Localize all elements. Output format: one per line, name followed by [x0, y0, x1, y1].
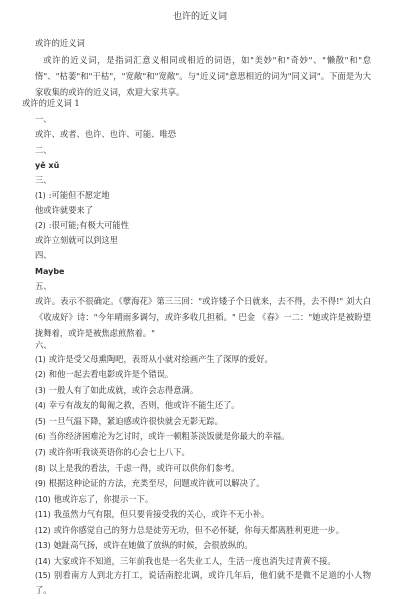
sentence-10	[35, 494, 153, 505]
definition-2-example: 或许立刻就可以到这里	[35, 235, 118, 245]
english-translation: Maybe	[35, 267, 65, 276]
sentence-12	[35, 525, 344, 536]
sentence-number: (6)	[35, 432, 46, 441]
sentence-number: (8)	[35, 464, 46, 473]
definition-1-example: 他或许就要来了	[35, 205, 94, 215]
section-1-label: 一、	[35, 114, 52, 124]
sentence-text: 根据这种论证的方法，充类至尽，问题或许就可以解决了。	[48, 478, 265, 488]
definition-1	[35, 190, 110, 201]
sentence-1	[35, 354, 273, 365]
sentence-text: 以上是我的看法，千虑一得，或许可以供你们参考。	[48, 463, 240, 473]
definition-1-number: (1)	[35, 191, 46, 200]
sentence-text: 大家或许不知道，三年前我也是一名失业工人，生活一度也消失过青黄不接。	[53, 556, 336, 566]
sentence-4	[35, 400, 240, 411]
sentence-14	[35, 556, 336, 567]
section-5-label: 五、	[35, 281, 52, 291]
sentence-number: (12)	[35, 526, 51, 535]
sentence-number: (2)	[35, 370, 46, 379]
sentence-number: (11)	[35, 510, 51, 519]
section-4-label: 四、	[35, 250, 52, 260]
sentence-number: (13)	[35, 541, 51, 550]
sentence-text: 和他一起去看电影或许是个错误。	[48, 369, 174, 379]
sentence-11	[35, 509, 269, 520]
sentence-2	[35, 369, 173, 380]
section-6-label: 六、	[35, 340, 52, 350]
sentence-text: 她趾高气扬，或许在她做了放纵的时候，会很放纵的。	[53, 540, 253, 550]
sentence-text: 别看南方人到北方打工，说话南腔北调，或许几年后，他们就不是微不足道的小人物了。	[35, 570, 371, 595]
definition-2-number: (2)	[35, 221, 46, 230]
sentence-15	[35, 568, 371, 598]
section-2-label: 二、	[35, 145, 52, 155]
definition-2-text: :很可能;有极大可能性	[48, 220, 130, 230]
sentence-6	[35, 431, 289, 442]
sentence-5	[35, 416, 223, 427]
pinyin-text: yě xǔ	[35, 161, 60, 170]
sentence-text: 当你经济困难沦为乞讨时，或许一顿粗茶淡饭就是你最大的幸福。	[48, 431, 290, 441]
sentence-13	[35, 540, 253, 551]
sentence-8	[35, 463, 240, 474]
sentence-text: 幸亏有战友的匐匍之救，否则，他或许不能生还了。	[48, 400, 240, 410]
definition-1-text: :可能但不愿定地	[48, 190, 110, 200]
heading: 或许的近义词	[35, 38, 85, 48]
page-title: 也许的近义词	[172, 12, 227, 22]
sentence-text: 或许你感觉自己的努力总是徒劳无功，但不必怀疑，你每天都离胜利更进一步。	[53, 525, 344, 535]
section-5-text: 或许。表示不很确定。《孽海花》第三三回："或许矮子个日就来，去不得，去不得!" 刘大白 《收成好》诗："今年晴雨多调匀，或许多收几担稻。" 巴金 《春》一二："她或许是被盼望拢舞着，或许是被焦虑煎熬着。"	[35, 296, 371, 338]
sentence-number: (1)	[35, 355, 46, 364]
sentence-7	[35, 447, 190, 458]
sentence-number: (9)	[35, 479, 46, 488]
sentence-text: 一般人有了如此成就，或许会志得意满。	[48, 385, 199, 395]
sentence-text: 或许是受父母熏陶吧，表哥从小就对绘画产生了深厚的爱好。	[48, 354, 273, 364]
sentence-text: 他或许忘了，你提示一下。	[53, 494, 154, 504]
sentence-3	[35, 385, 198, 396]
sentence-text: 一旦气温下降，紧迫感或许很快就会无影无踪。	[48, 416, 224, 426]
sub-heading: 或许的近义词 1	[22, 98, 80, 108]
section-3-label: 三、	[35, 175, 52, 185]
sentence-text: 或许你听我谈英语你的心会七上八下。	[48, 447, 190, 457]
sentence-number: (7)	[35, 448, 46, 457]
sentence-number: (10)	[35, 495, 51, 504]
sentence-text: 我虽然力气有限，但只要肯接受我的关心，或许不无小补。	[53, 509, 270, 519]
intro-paragraph: 或许的近义词，是指词汇意义相同或相近的词语，如"美妙"和"奇妙"、"懒散"和"怠惰"、"枯萎"和"干枯"，"宽敞"和"宽敞"。与"近义词"意思相近的词为"同义词"。下面是为大家收集的或许的近义词，欢迎大家共享。	[35, 55, 371, 97]
sentence-9	[35, 478, 265, 489]
section-1-text: 或许、或者、也许、也许、可能、唯恐	[35, 129, 177, 139]
sentence-number: (14)	[35, 557, 51, 566]
sentence-number: (4)	[35, 401, 46, 410]
sentence-number: (15)	[35, 571, 51, 580]
definition-2	[35, 220, 129, 231]
sentence-number: (5)	[35, 417, 46, 426]
sentence-number: (3)	[35, 386, 46, 395]
